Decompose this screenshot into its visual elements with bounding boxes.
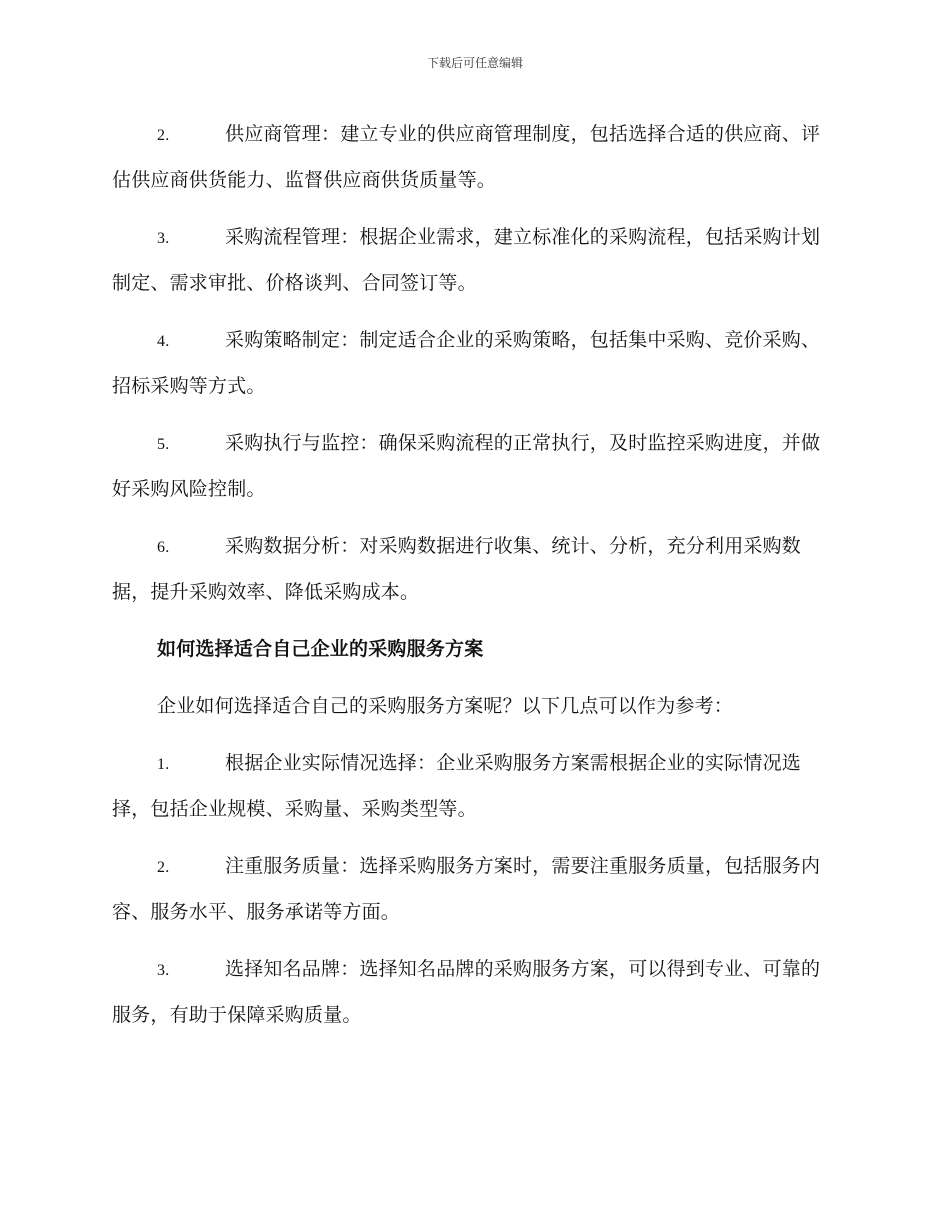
list-item (112, 844, 834, 935)
list-number: 2. (157, 127, 170, 144)
list-text: 采购策略制定：制定适合企业的采购策略，包括集中采购、竞价采购、招标采购等方式。 (112, 329, 821, 397)
section-intro: 企业如何选择适合自己的采购服务方案呢？以下几点可以作为参考： (157, 695, 734, 717)
list-text: 选择知名品牌：选择知名品牌的采购服务方案，可以得到专业、可靠的服务，有助于保障采购质量。 (112, 958, 821, 1026)
list-item (112, 524, 834, 615)
list-item (112, 741, 834, 832)
list-item (112, 215, 834, 306)
list-item (112, 318, 834, 409)
list-number: 2. (157, 859, 170, 876)
list-text: 供应商管理：建立专业的供应商管理制度，包括选择合适的供应商、评估供应商供货能力、监督供应商供货质量等。 (112, 123, 821, 191)
list-item (112, 421, 834, 512)
list-text: 根据企业实际情况选择：企业采购服务方案需根据企业的实际情况选择，包括企业规模、采购量、采购类型等。 (112, 752, 802, 820)
document-body (112, 112, 834, 1050)
page-header: 下载后可任意编辑 (426, 56, 523, 70)
list-text: 注重服务质量：选择采购服务方案时，需要注重服务质量，包括服务内容、服务水平、服务承诺等方面。 (112, 855, 821, 923)
list-text: 采购流程管理：根据企业需求，建立标准化的采购流程，包括采购计划制定、需求审批、价格谈判、合同签订等。 (112, 226, 821, 294)
section-heading: 如何选择适合自己企业的采购服务方案 (157, 638, 484, 660)
list-text: 采购执行与监控：确保采购流程的正常执行，及时监控采购进度，并做好采购风险控制。 (112, 432, 821, 500)
list-number: 4. (157, 333, 170, 350)
list-number: 3. (157, 962, 170, 979)
list-number: 1. (157, 756, 170, 773)
list-item (112, 947, 834, 1038)
list-text: 采购数据分析：对采购数据进行收集、统计、分析，充分利用采购数据，提升采购效率、降低采购成本。 (112, 535, 802, 603)
list-item (112, 112, 834, 203)
list-number: 5. (157, 436, 170, 453)
list-number: 6. (157, 539, 170, 556)
list-number: 3. (157, 230, 170, 247)
